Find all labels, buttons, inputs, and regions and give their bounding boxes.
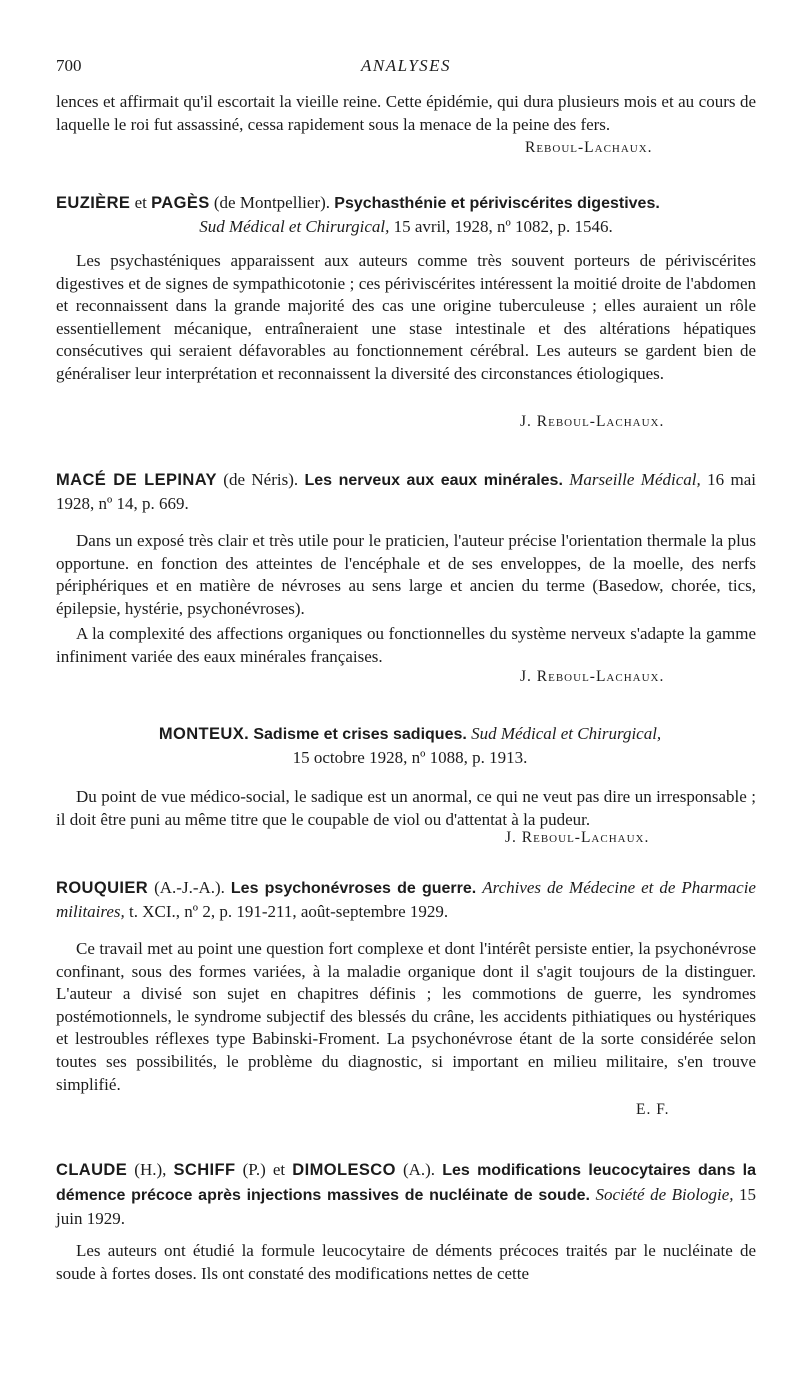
entry-5-title: Les modifications leucocytaires dans la démence précoce après injections massives de nucléinate de soude. [56, 1162, 757, 1204]
entry-1-heading [56, 191, 756, 238]
entry-1-source: Sud Médical et Chirurgical, [199, 217, 390, 236]
entry-4-title: Les psychonévroses de guerre. [230, 880, 477, 897]
entry-4-heading [56, 876, 756, 923]
entry-1-conjunction: et [130, 193, 152, 212]
entry-2-reference: 16 mai 1928, nº 14, p. 669. [56, 470, 756, 513]
page-number: 700 [56, 56, 82, 75]
entry-1-body: Les psychasténiques apparaissent aux auteurs comme très souvent porteurs de périviscérites digestives et de signes de sympathicotonie ; ces périviscérites intéressent la moitié droite de l'abdomen et reconnaissent dans la grande majorité des cas une origine tuberculeuse ; elles auraient un rôle essentiellement mécanique, entraîneraient une stase intestinale et des altérations hépatiques consécutives qui seraient défavorables au fonctionnement cérébral. Les auteurs se gardent bien de généraliser leur interprétation et reconnaissent la diversité des circonstances étiologiques. [56, 251, 756, 383]
entry-5-author-2: SCHIFF [173, 1161, 236, 1179]
entry-4-source: Archives de Médecine et de Pharmacie militaires, [56, 878, 756, 921]
entry-5-source: Société de Biologie, [595, 1184, 734, 1204]
entry-5-author-3: DIMOLESCO [292, 1161, 396, 1179]
entry-5-reference: 15 juin 1929. [56, 1184, 757, 1228]
entry-5-initials-1: (H.), [127, 1160, 174, 1179]
entry-2-body-2: A la complexité des affections organiques ou fonctionnelles du système nerveux s'adapte la gamme infiniment variée des eaux minérales françaises. [56, 624, 756, 666]
entry-1-author: EUZIÈRE [56, 194, 131, 212]
entry-2-title: Les nerveux aux eaux minérales. [304, 472, 563, 489]
entry-1-author-2: PAGÈS [151, 194, 210, 212]
entry-3-heading [100, 722, 720, 769]
entry-2-body: Dans un exposé très clair et très utile pour le praticien, l'auteur précise l'orientation thermale la plus opportune. en fonction des atteintes de l'encéphale et de ses enveloppes, de la moelle, des nerfs périphériques et en matière de névroses au sens large et ancien du terme (Basedow, chorée, tics, épilepsie, hystérie, psychonévroses). [56, 531, 756, 618]
entry-1-reference: 15 avril, 1928, nº 1082, p. 1546. [389, 217, 613, 236]
entry-1-signature: J. Reboul-Lachaux. [520, 413, 665, 430]
entry-3-title: Sadisme et crises sadiques. [253, 726, 467, 743]
page-header [56, 56, 756, 82]
entry-4-signature: E. F. [636, 1101, 670, 1118]
entry-2-author: MACÉ DE LEPINAY [56, 471, 217, 489]
entry-2-heading [56, 468, 756, 515]
entry-5-body: Les auteurs ont étudié la formule leucocytaire de déments précoces traités par le nucléinate de soude à fortes doses. Ils ont constaté des modifications nettes de cette [56, 1241, 756, 1283]
entry-5-author-1: CLAUDE [56, 1161, 128, 1179]
entry-2-affiliation: (de Néris). [216, 470, 305, 489]
entry-4-reference: t. XCI., nº 2, p. 191-211, août-septembre 1929. [124, 902, 449, 921]
entry-1-affiliation: (de Montpellier). [209, 193, 335, 212]
previous-review-signature: Reboul-Lachaux. [525, 139, 653, 156]
entry-3-signature: J. Reboul-Lachaux. [505, 829, 650, 846]
entry-5-initials-3: (A.). [395, 1160, 443, 1179]
entry-3-source: Sud Médical et Chirurgical, [471, 724, 662, 743]
running-title: ANALYSES [360, 56, 452, 75]
entry-4-body: Ce travail met au point une question fort complexe et dont l'intérêt persiste entier, la psychonévrose confinant, sous des formes variées, à la maladie organique dont il s'agit toujours de la distinguer. L'auteur a divisé son sujet en chapitres définis ; les commotions de guerre, les syndromes postémotionnels, le syndrome subjectif des blessés du crâne, les accidents pithiatiques ou hystériques et lestroubles réflexes type Babinski-Froment. La psychonévrose étant de la sorte considérée selon toutes ses possibilités, le problème du diagnostic, si important en milieu militaire, s'en trouve simplifié. [56, 939, 756, 1094]
entry-5-heading [56, 1158, 756, 1231]
entry-5-initials-2: (P.) et [235, 1160, 293, 1179]
previous-review-text: lences et affirmait qu'il escortait la vieille reine. Cette épidémie, qui dura plusieurs mois et au cours de laquelle le roi fut assassiné, cessa rapidement sous la menace de la peine des fers. [56, 92, 756, 134]
entry-4-author: ROUQUIER [56, 879, 149, 897]
entry-1-title: Psychasthénie et périviscérites digestives. [334, 195, 660, 212]
entry-3-author: MONTEUX. [158, 725, 250, 743]
entry-2-signature: J. Reboul-Lachaux. [520, 668, 665, 685]
entry-4-affiliation: (A.-J.-A.). [148, 878, 231, 897]
entry-3-body: Du point de vue médico-social, le sadique est un anormal, ce qui ne veut pas dire un irresponsable ; il doit être puni au même titre que le coupable de viol ou d'attentat à la pudeur. [56, 787, 756, 829]
entry-3-reference: 15 octobre 1928, nº 1088, p. 1913. [292, 748, 528, 767]
entry-2-source: Marseille Médical, [569, 470, 701, 489]
